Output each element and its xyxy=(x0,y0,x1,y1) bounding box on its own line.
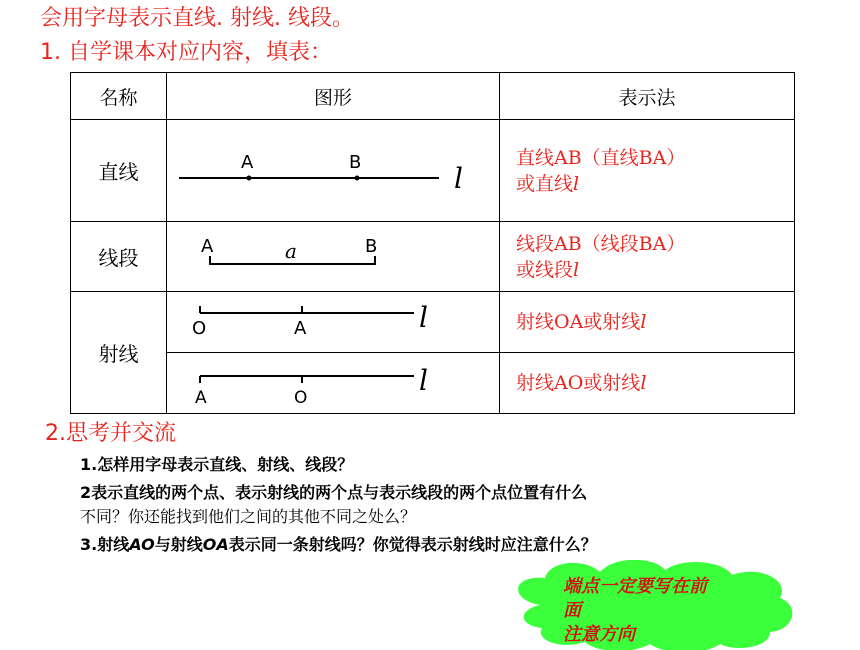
row-name-line: 直线 xyxy=(71,120,167,222)
point-b xyxy=(355,176,360,181)
line-diagram xyxy=(167,120,499,221)
label-b: B xyxy=(365,236,378,257)
figure-line xyxy=(167,120,500,222)
figure-ray-ao xyxy=(167,353,500,414)
figure-segment xyxy=(167,222,500,292)
label-a: A xyxy=(294,318,307,339)
header-notation: 表示法 xyxy=(500,73,795,120)
table-row xyxy=(71,292,795,353)
header-figure: 图形 xyxy=(167,73,500,120)
notation-segment-2: 或线段l xyxy=(516,258,580,281)
label-a: A xyxy=(241,152,254,173)
cloud-text: 端点一定要写在前 面 注意方向 xyxy=(563,576,707,645)
notation-line-1: 直线AB（直线BA） xyxy=(516,146,686,169)
label-l: l xyxy=(419,301,428,334)
notation-segment xyxy=(500,222,795,292)
label-a: A xyxy=(201,236,214,257)
ray-oa-diagram xyxy=(167,292,499,352)
point-a xyxy=(247,176,252,181)
question-2-line2: 不同？你还能找到他们之间的其他不同之处么？ xyxy=(80,507,417,526)
row-name-ray: 射线 xyxy=(71,292,167,414)
table-header-row xyxy=(71,73,795,120)
notation-line xyxy=(500,120,795,222)
representation-table xyxy=(70,72,795,414)
header-name: 名称 xyxy=(71,73,167,120)
table-row xyxy=(71,353,795,414)
notation-line-2: 或直线l xyxy=(516,172,580,195)
label-l: l xyxy=(454,162,463,195)
notation-ray-ao: 射线AO或射线l xyxy=(500,353,795,414)
notation-ray-oa: 射线OA或射线l xyxy=(500,292,795,353)
table-row xyxy=(71,222,795,292)
section2-title: 2.思考并交流 xyxy=(45,421,176,446)
heading-line2: 1. 自学课本对应内容，填表： xyxy=(40,40,332,65)
row-name-segment: 线段 xyxy=(71,222,167,292)
question-1: 1.怎样用字母表示直线、射线、线段？ xyxy=(80,455,354,474)
heading-line1: 会用字母表示直线. 射线. 线段。 xyxy=(40,6,354,31)
question-2-line1: 2表示直线的两个点、表示射线的两个点与表示线段的两个点位置有什么 xyxy=(80,483,588,502)
label-b: B xyxy=(349,152,362,173)
label-o: O xyxy=(192,318,207,339)
question-3: 3.射线AO与射线OA表示同一条射线吗？你觉得表示射线时应注意什么？ xyxy=(80,535,597,554)
label-l: l xyxy=(419,364,428,397)
label-a: A xyxy=(195,388,207,408)
label-o: O xyxy=(294,388,308,408)
figure-ray-oa xyxy=(167,292,500,353)
label-a-lower: a xyxy=(285,239,297,263)
ray-ao-diagram xyxy=(167,353,499,413)
segment-diagram xyxy=(167,222,499,291)
notation-segment-1: 线段AB（线段BA） xyxy=(516,232,686,255)
table-row xyxy=(71,120,795,222)
